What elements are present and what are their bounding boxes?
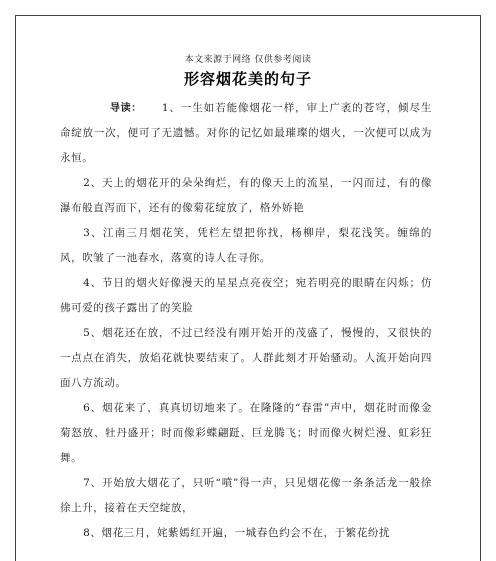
- paragraph-3: 3、江南三月烟花笑，凭栏左望把你找，杨柳岸，梨花浅笑。缠绵的风，吹皱了一池春水，落寞的诗人在寻你。: [60, 227, 432, 264]
- paragraph-6: 6、烟花来了，真真切切地来了。在隆隆的“春雷”声中，烟花时而像金菊怒放、牡丹盛开；时而像彩蝶翩跹、巨龙腾飞；时而像火树烂漫、虹彩狂舞。: [60, 402, 432, 464]
- paragraph-5: 5、烟花还在放，不过已经没有刚开始开的茂盛了，慢慢的，又很快的一点点在消失，放焰花就快要结束了。人群此刻才开始骚动。人流开始向四面八方流动。: [60, 327, 432, 389]
- source-note: 本文来源于网络 仅供参考阅读: [184, 55, 312, 65]
- lead-paragraph: [60, 96, 432, 171]
- lead-label: 导读：: [110, 103, 142, 114]
- document-title: 形容烟花美的句子: [183, 70, 312, 88]
- paragraph-4: 4、节日的烟火好像漫天的星星点亮夜空；宛若明亮的眼睛在闪烁；仿佛可爱的孩子露出了的笑脸: [60, 277, 432, 314]
- paragraph-8: 8、烟花三月，姹紫嫣红开遍，一城春色约会不在，于繁花纷扰: [83, 527, 391, 539]
- document-body: [60, 96, 432, 546]
- paragraph-2: 2、天上的烟花开的朵朵绚烂，有的像天上的流星，一闪而过，有的像瀑布般直泻而下，还有的像菊花绽放了，格外娇艳: [60, 177, 432, 214]
- lead-text: 1、一生如若能像烟花一样，审上广袤的苍穹，倾尽生命绽放一次，便可了无遗憾。对你的记忆如最璀璨的烟火，一次便可以成为永恒。: [60, 102, 432, 164]
- paragraph-7: 7、开始放大烟花了，只听“噴”得一声，只见烟花像一条条活龙一般徐徐上升，接着在天空绽放，: [60, 477, 432, 514]
